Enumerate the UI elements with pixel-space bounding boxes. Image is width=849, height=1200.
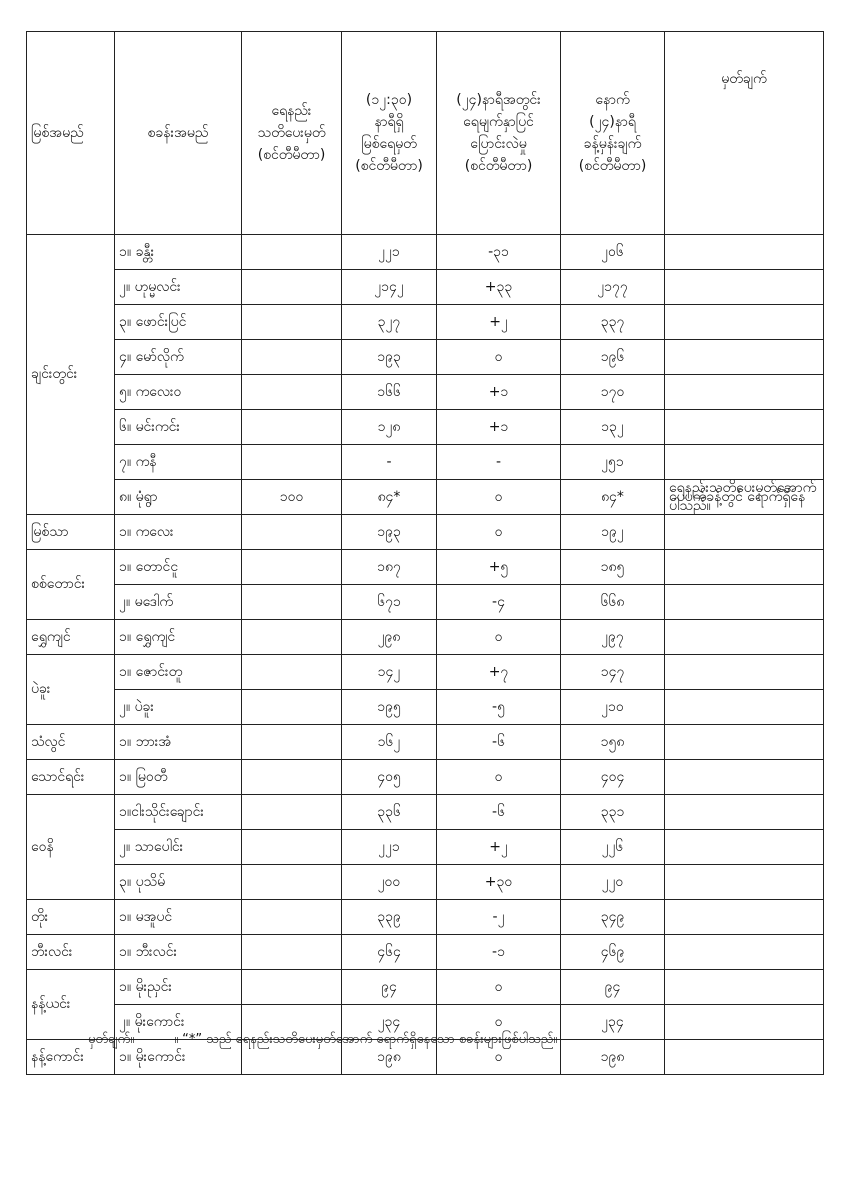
forecast-cell: ၂၂၆: [561, 830, 665, 865]
station-cell: ၈။ မုံရွာ: [115, 480, 242, 515]
danger-level-cell: [242, 515, 342, 550]
header-remarks: မှတ်ချက်: [665, 32, 824, 235]
river-name-cell: ချင်းတွင်း: [27, 235, 115, 515]
header-forecast: နောက် (၂၄)နာရီ ခန့်မှန်းချက် (စင်တီမီတာ): [561, 32, 665, 235]
table-row: [27, 270, 824, 305]
change-cell: -: [437, 445, 561, 480]
change-cell: ၀: [437, 760, 561, 795]
danger-level-cell: [242, 795, 342, 830]
river-name-cell: သောင်ရင်း: [27, 760, 115, 795]
change-cell: ၀: [437, 1040, 561, 1075]
danger-level-cell: [242, 865, 342, 900]
danger-level-cell: [242, 900, 342, 935]
remark-cell: [665, 235, 824, 270]
danger-level-cell: [242, 235, 342, 270]
change-cell: +၅: [437, 550, 561, 585]
river-name-cell: စစ်တောင်း: [27, 550, 115, 620]
forecast-cell: ၁၉၂: [561, 515, 665, 550]
remark-cell: [665, 725, 824, 760]
table-row: [27, 690, 824, 725]
station-cell: ၄။ မော်လိုက်: [115, 340, 242, 375]
water-level-cell: ၂၀၀: [342, 865, 437, 900]
forecast-cell: ၉၄: [561, 970, 665, 1005]
header-river: မြစ်အမည်: [27, 32, 115, 235]
remark-cell: [665, 585, 824, 620]
change-cell: +၁: [437, 410, 561, 445]
header-station: စခန်းအမည်: [115, 32, 242, 235]
forecast-cell: ၁၄၇: [561, 655, 665, 690]
water-level-cell: ၄၀၅: [342, 760, 437, 795]
remark-cell: [665, 270, 824, 305]
remark-cell: [665, 515, 824, 550]
change-cell: -၅: [437, 690, 561, 725]
station-cell: ၁။ မိုးကောင်း: [115, 1040, 242, 1075]
forecast-cell: ၂၁၀: [561, 690, 665, 725]
table-row: [27, 375, 824, 410]
forecast-cell: ၁၃၂: [561, 410, 665, 445]
forecast-cell: ၂၂၀: [561, 865, 665, 900]
remark-cell: [665, 1005, 824, 1040]
river-name-cell: သံလွင်: [27, 725, 115, 760]
remark-cell: [665, 760, 824, 795]
station-cell: ၂။ သာပေါင်း: [115, 830, 242, 865]
water-level-cell: ၁၉၈: [342, 1040, 437, 1075]
header-row: [27, 32, 824, 235]
forecast-cell: ၂၀၆: [561, 235, 665, 270]
header-water-level: (၁၂:၃၀) နာရီရှိ မြစ်ရေမှတ် (စင်တီမီတာ): [342, 32, 437, 235]
station-cell: ၁။ ခန္တီး: [115, 235, 242, 270]
station-cell: ၂။ ပဲခူး: [115, 690, 242, 725]
river-name-cell: နန့်ယင်း: [27, 970, 115, 1040]
change-cell: ၀: [437, 970, 561, 1005]
forecast-cell: ၁၇၀: [561, 375, 665, 410]
danger-level-cell: [242, 655, 342, 690]
footnote-text: ။ “*” သည် ရေနည်းသတိပေးမှတ်အောက် ရောက်ရှိနေသော စခန်းများဖြစ်ပါသည်။: [174, 1032, 558, 1047]
water-level-cell: ၁၉၃: [342, 515, 437, 550]
remark-cell: [665, 795, 824, 830]
table-row: [27, 305, 824, 340]
danger-level-cell: [242, 970, 342, 1005]
river-name-cell: ရွှေကျင်: [27, 620, 115, 655]
danger-level-cell: [242, 305, 342, 340]
station-cell: ၅။ ကလေးဝ: [115, 375, 242, 410]
water-level-cell: ၂၉၈: [342, 620, 437, 655]
water-level-cell: ၂၂၁: [342, 830, 437, 865]
change-cell: -၆: [437, 795, 561, 830]
table-row: [27, 935, 824, 970]
remark-cell: [665, 865, 824, 900]
station-cell: ၁။ မြဝတီ: [115, 760, 242, 795]
danger-level-cell: [242, 620, 342, 655]
remark-cell: [665, 690, 824, 725]
water-level-cell: ၁၉၅: [342, 690, 437, 725]
danger-level-cell: [242, 340, 342, 375]
water-level-cell: ၉၄: [342, 970, 437, 1005]
table-row: [27, 410, 824, 445]
header-change-24h: (၂၄)နာရီအတွင်း ရေမျက်နှာပြင် ပြောင်းလဲမှု (စင်တီမီတာ): [437, 32, 561, 235]
remark-cell: [665, 550, 824, 585]
change-cell: +၁: [437, 375, 561, 410]
station-cell: ၃။ ဖောင်းပြင်: [115, 305, 242, 340]
danger-level-cell: [242, 445, 342, 480]
change-cell: +၂: [437, 830, 561, 865]
station-cell: ၂။ မိုးကောင်း: [115, 1005, 242, 1040]
station-cell: ၁။ ရွှေကျင်: [115, 620, 242, 655]
remark-cell: [665, 410, 824, 445]
table-row: [27, 480, 824, 515]
danger-level-cell: [242, 725, 342, 760]
forecast-cell: ၁၉၈: [561, 1040, 665, 1075]
forecast-cell: ၁၈၅: [561, 550, 665, 585]
danger-level-cell: ၁၀၀: [242, 480, 342, 515]
change-cell: ၀: [437, 480, 561, 515]
river-name-cell: ဝေနိ: [27, 795, 115, 900]
danger-level-cell: [242, 830, 342, 865]
remark-cell: [665, 970, 824, 1005]
water-level-cell: -: [342, 445, 437, 480]
table-row: [27, 620, 824, 655]
water-level-cell: ၆၇၁: [342, 585, 437, 620]
table-row: [27, 725, 824, 760]
river-name-cell: တိုး: [27, 900, 115, 935]
water-level-cell: ၃၃၉: [342, 900, 437, 935]
station-cell: ၁။ မိုးညှင်း: [115, 970, 242, 1005]
change-cell: ၀: [437, 1005, 561, 1040]
station-cell: ၁။ ဘားအံ: [115, 725, 242, 760]
change-cell: +၇: [437, 655, 561, 690]
station-cell: ၁။ ဘီးလင်း: [115, 935, 242, 970]
table-row: [27, 235, 824, 270]
water-level-cell: ၃၂၇: [342, 305, 437, 340]
danger-level-cell: [242, 690, 342, 725]
water-level-cell: ၁၈၇: [342, 550, 437, 585]
forecast-cell: ၈၄*: [561, 480, 665, 515]
forecast-cell: ၁၉၆: [561, 340, 665, 375]
forecast-cell: ၂၅၁: [561, 445, 665, 480]
water-level-cell: ၃၃၆: [342, 795, 437, 830]
table-body: [27, 235, 824, 1075]
table-row: [27, 340, 824, 375]
table-row: [27, 550, 824, 585]
river-name-cell: ဘီးလင်း: [27, 935, 115, 970]
station-cell: ၆။ မင်းကင်း: [115, 410, 242, 445]
remark-cell: [665, 620, 824, 655]
remark-cell: [665, 1040, 824, 1075]
water-level-cell: ၄၆၄: [342, 935, 437, 970]
danger-level-cell: [242, 550, 342, 585]
water-level-cell: ၁၂၈: [342, 410, 437, 445]
change-cell: ၀: [437, 515, 561, 550]
table-row: [27, 655, 824, 690]
water-level-cell: ၂၁၄၂: [342, 270, 437, 305]
forecast-cell: ၄၆၉: [561, 935, 665, 970]
table-row: [27, 900, 824, 935]
river-name-cell: မြစ်သာ: [27, 515, 115, 550]
water-level-cell: ၂၃၄: [342, 1005, 437, 1040]
footnote: [88, 1031, 557, 1050]
forecast-cell: ၃၃၁: [561, 795, 665, 830]
forecast-cell: ၂၁၇၇: [561, 270, 665, 305]
forecast-cell: ၃၃၇: [561, 305, 665, 340]
danger-level-cell: [242, 410, 342, 445]
remark-cell: [665, 305, 824, 340]
change-cell: +၃၀: [437, 865, 561, 900]
change-cell: +၂: [437, 305, 561, 340]
change-cell: -၃၁: [437, 235, 561, 270]
remark-cell: [665, 445, 824, 480]
forecast-cell: ၂၉၇: [561, 620, 665, 655]
station-cell: ၁။ တောင်ငူ: [115, 550, 242, 585]
table-row: [27, 585, 824, 620]
change-cell: -၄: [437, 585, 561, 620]
change-cell: -၆: [437, 725, 561, 760]
water-level-cell: ၁၄၂: [342, 655, 437, 690]
change-cell: ၀: [437, 620, 561, 655]
table-row: [27, 970, 824, 1005]
danger-level-cell: [242, 270, 342, 305]
forecast-cell: ၁၅၈: [561, 725, 665, 760]
station-cell: ၁။ မအူပင်: [115, 900, 242, 935]
table-row: [27, 760, 824, 795]
change-cell: ၀: [437, 340, 561, 375]
change-cell: -၁: [437, 935, 561, 970]
danger-level-cell: [242, 375, 342, 410]
remark-cell: [665, 375, 824, 410]
danger-level-cell: [242, 935, 342, 970]
river-name-cell: နန့်ကောင်း: [27, 1040, 115, 1075]
remark-cell: [665, 900, 824, 935]
forecast-cell: ၆၆၈: [561, 585, 665, 620]
water-level-cell: ၈၄*: [342, 480, 437, 515]
table-row: [27, 830, 824, 865]
remark-cell: ရေနည်းသတိပေးမှတ်အောက် ပေပက်ခန့်တွင် ရောက်ရှိနေပါသည်။: [665, 480, 824, 515]
header-danger-level: ရေနည်း သတိပေးမှတ် (စင်တီမီတာ): [242, 32, 342, 235]
remark-cell: [665, 830, 824, 865]
station-cell: ၁။ငါးသိုင်းချောင်း: [115, 795, 242, 830]
river-name-cell: ပဲခူး: [27, 655, 115, 725]
table-row: [27, 515, 824, 550]
station-cell: ၁။ ဇောင်းတူ: [115, 655, 242, 690]
station-cell: ၃။ ပုသိမ်: [115, 865, 242, 900]
danger-level-cell: [242, 760, 342, 795]
water-level-cell: ၂၂၁: [342, 235, 437, 270]
river-level-table: [26, 31, 824, 1075]
forecast-cell: ၃၄၉: [561, 900, 665, 935]
table-row: [27, 795, 824, 830]
table-row: [27, 445, 824, 480]
forecast-cell: ၂၃၄: [561, 1005, 665, 1040]
table-row: [27, 865, 824, 900]
water-level-cell: ၁၆၂: [342, 725, 437, 760]
danger-level-cell: [242, 585, 342, 620]
station-cell: ၇။ ကနီ: [115, 445, 242, 480]
station-cell: ၂။ မဒေါက်: [115, 585, 242, 620]
remark-cell: [665, 655, 824, 690]
station-cell: ၂။ ဟုမ္မလင်း: [115, 270, 242, 305]
water-level-cell: ၁၉၃: [342, 340, 437, 375]
remark-cell: [665, 340, 824, 375]
station-cell: ၁။ ကလေး: [115, 515, 242, 550]
remark-cell: [665, 935, 824, 970]
change-cell: -၂: [437, 900, 561, 935]
water-level-cell: ၁၆၆: [342, 375, 437, 410]
footnote-label: မှတ်ချက်။: [88, 1032, 135, 1047]
forecast-cell: ၄၀၄: [561, 760, 665, 795]
change-cell: +၃၃: [437, 270, 561, 305]
